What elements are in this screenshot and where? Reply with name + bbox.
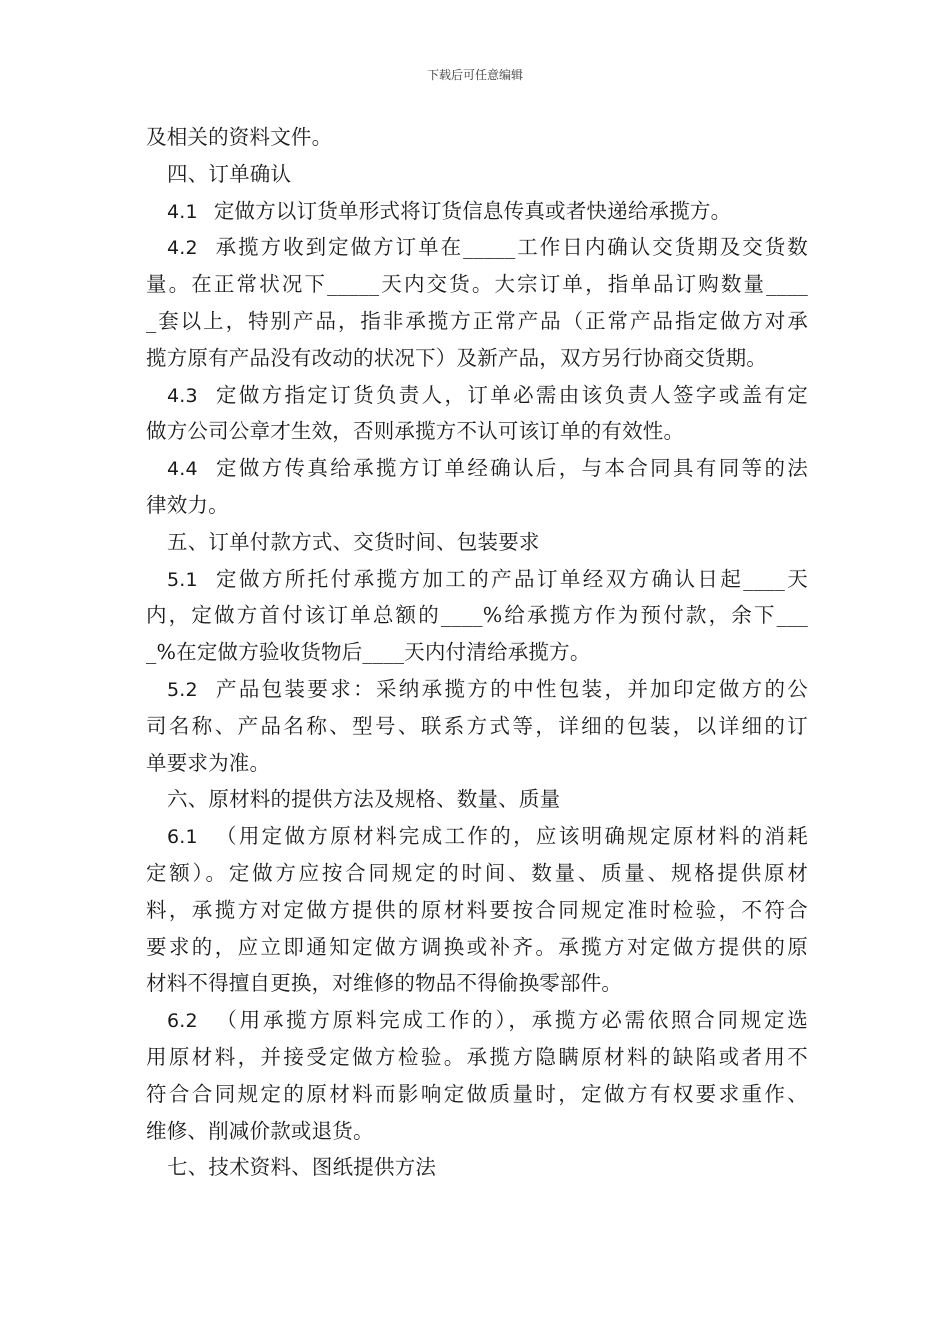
- line-text: （用承揽方原料完成工作的），承揽方必需依照合同规定选: [213, 1008, 808, 1033]
- text-line: [146, 413, 808, 450]
- line-text: 五、订单付款方式、交货时间、包装要求: [167, 529, 540, 554]
- clause-number: 4.2: [167, 237, 198, 260]
- text-line: [146, 708, 808, 745]
- line-text: 四、订单确认: [167, 161, 292, 186]
- line-text: 材料不得擅自更换，对维修的物品不得偷换零部件。: [146, 971, 623, 996]
- line-text: 定做方指定订货负责人，订单必需由该负责人签字或盖有定: [213, 382, 808, 407]
- line-text: 定做方传真给承揽方订单经确认后，与本合同具有同等的法: [213, 456, 808, 481]
- clause-number: 6.1: [167, 826, 198, 849]
- text-line: [146, 1149, 808, 1186]
- text-line: [146, 229, 808, 266]
- line-text: _%在定做方验收货物后____天内付清给承揽方。: [146, 640, 591, 665]
- text-line: [146, 561, 808, 598]
- text-line: [146, 1076, 808, 1113]
- page-header: 下载后可任意编辑: [426, 68, 523, 82]
- text-line: [146, 377, 808, 414]
- clause-number: 4.1: [167, 200, 198, 223]
- line-text: 定做方以订货单形式将订货信息传真或者快递给承揽方。: [213, 198, 732, 223]
- text-line: [146, 781, 808, 818]
- line-text: （用定做方原材料完成工作的，应该明确规定原材料的消耗: [213, 824, 808, 849]
- text-line: [146, 855, 808, 892]
- line-text: 司名称、产品名称、型号、联系方式等，详细的包装，以详细的订: [146, 713, 808, 738]
- text-line: [146, 156, 808, 193]
- text-line: [146, 818, 808, 855]
- text-line: [146, 892, 808, 929]
- clause-number: 5.1: [167, 568, 198, 591]
- text-line: [146, 1002, 808, 1039]
- text-line: [146, 266, 808, 303]
- line-text: 定额）。定做方应按合同规定的时间、数量、质量、规格提供原材: [146, 860, 808, 885]
- line-text: _套以上，特别产品，指非承揽方正常产品（正常产品指定做方对承: [146, 308, 808, 333]
- text-line: [146, 929, 808, 966]
- line-text: 产品包装要求：采纳承揽方的中性包装，并加印定做方的公: [213, 676, 808, 701]
- line-text: 用原材料，并接受定做方检验。承揽方隐瞒原材料的缺陷或者用不: [146, 1044, 808, 1069]
- line-text: 及相关的资料文件。: [146, 125, 333, 149]
- text-line: [146, 119, 808, 156]
- text-line: [146, 450, 808, 487]
- text-line: [146, 487, 808, 524]
- line-text: 律效力。: [146, 492, 229, 517]
- line-text: 内，定做方首付该订单总额的____%给承揽方作为预付款，余下___: [146, 603, 808, 628]
- text-line: [146, 193, 808, 230]
- text-line: [146, 524, 808, 561]
- document-body: [146, 119, 808, 1186]
- line-text: 维修、削减价款或退货。: [146, 1118, 374, 1143]
- line-text: 单要求为准。: [146, 750, 271, 775]
- text-line: [146, 745, 808, 782]
- line-text: 做方公司公章才生效，否则承揽方不认可该订单的有效性。: [146, 419, 685, 444]
- text-line: [146, 671, 808, 708]
- text-line: [146, 303, 808, 340]
- text-line: [146, 1113, 808, 1150]
- line-text: 料，承揽方对定做方提供的原材料要按合同规定准时检验，不符合: [146, 897, 808, 922]
- text-line: [146, 965, 808, 1002]
- line-text: 定做方所托付承揽方加工的产品订单经双方确认日起____天: [213, 566, 808, 591]
- line-text: 七、技术资料、图纸提供方法: [167, 1155, 437, 1180]
- clause-number: 4.4: [167, 458, 198, 481]
- text-line: [146, 597, 808, 634]
- text-line: [146, 340, 808, 377]
- line-text: 揽方原有产品没有改动的状况下）及新产品，双方另行协商交货期。: [146, 345, 767, 370]
- line-text: 符合合同规定的原材料而影响定做质量时，定做方有权要求重作、: [146, 1081, 808, 1106]
- line-text: 要求的，应立即通知定做方调换或补齐。承揽方对定做方提供的原: [146, 934, 808, 959]
- text-line: [146, 634, 808, 671]
- clause-number: 4.3: [167, 384, 198, 407]
- line-text: 六、原材料的提供方法及规格、数量、质量: [167, 787, 561, 812]
- line-text: 量。在正常状况下_____天内交货。大宗订单，指单品订购数量____: [146, 272, 808, 297]
- clause-number: 5.2: [167, 678, 198, 701]
- clause-number: 6.2: [167, 1010, 198, 1033]
- text-line: [146, 1039, 808, 1076]
- line-text: 承揽方收到定做方订单在_____工作日内确认交货期及交货数: [213, 235, 808, 260]
